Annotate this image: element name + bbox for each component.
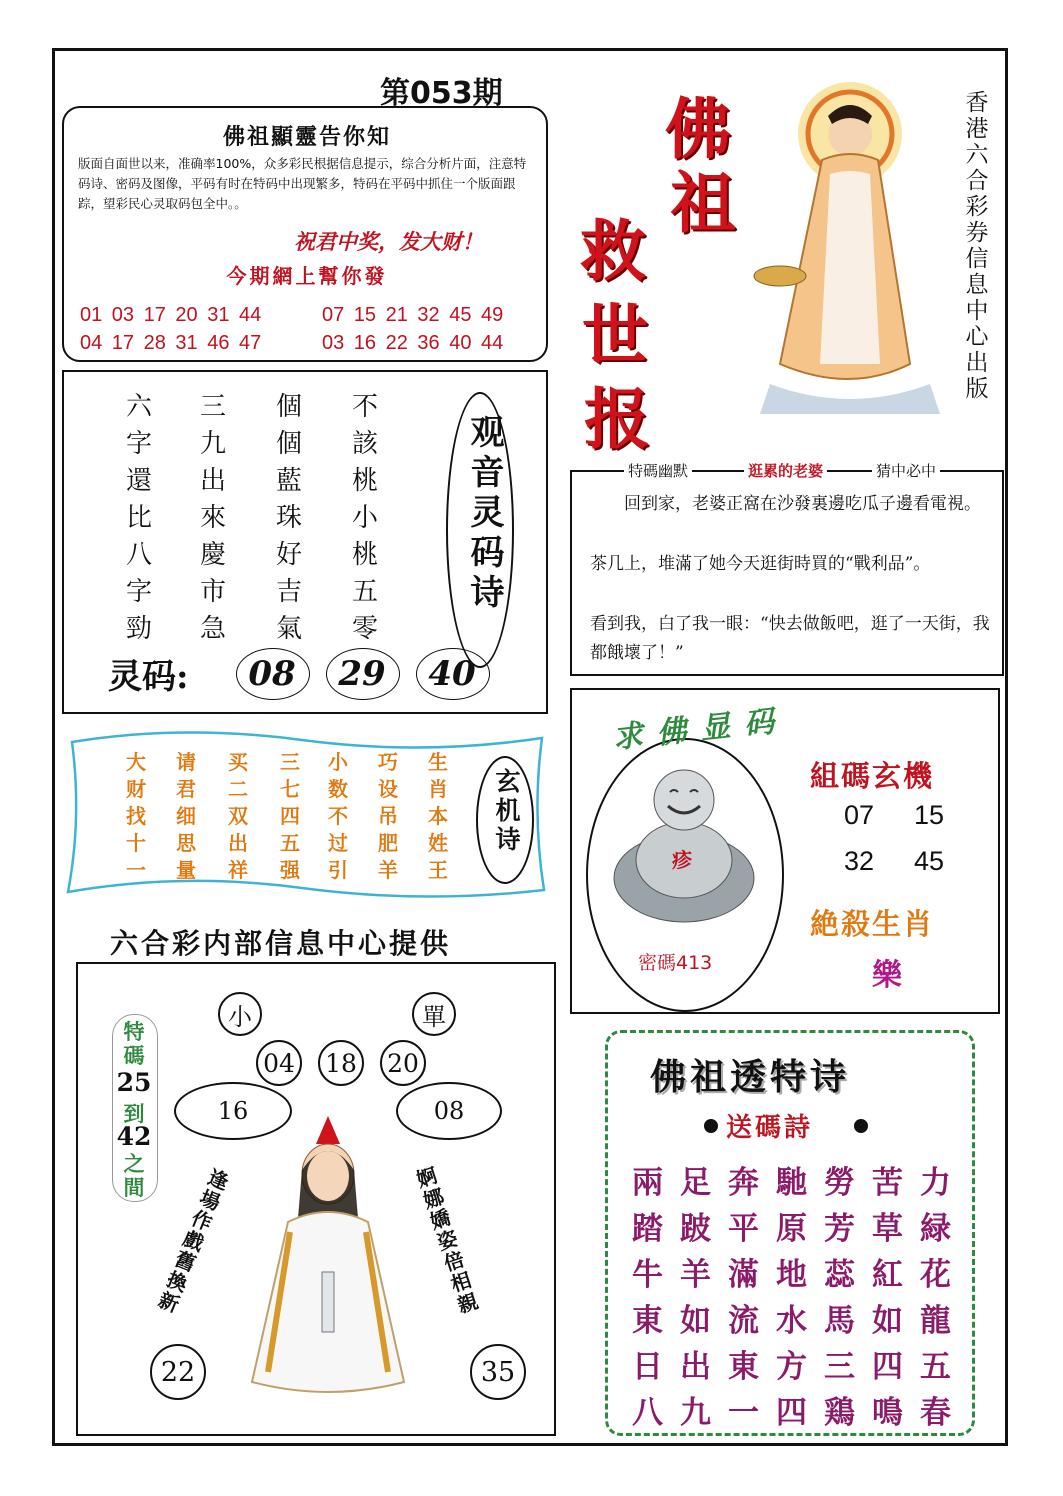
tema-from: 25 <box>116 1068 152 1097</box>
number-oval: 08 <box>396 1082 502 1140</box>
poem-char: 字 <box>126 429 153 459</box>
joke-box <box>570 462 1004 676</box>
joke-paragraph: 看到我，白了我一眼：“快去做飯吧，逛了一天街，我都餓壞了！” <box>590 614 990 663</box>
tete-poem-char: 地 <box>776 1257 807 1293</box>
buddha-arc-title: 求佛显码 <box>611 702 790 757</box>
lingma-number: 29 <box>338 654 386 694</box>
tete-poem-char: 如 <box>872 1303 903 1339</box>
xuanji-char: 过 <box>328 831 348 855</box>
bottom-number-circle: 35 <box>470 1344 526 1400</box>
tete-poem-char: 草 <box>872 1211 903 1247</box>
zuma-title: 組碼玄機 <box>810 759 935 793</box>
zuma-number: 45 <box>914 846 945 876</box>
number-row: 01 03 17 20 31 44 <box>80 304 262 326</box>
number-oval: 16 <box>174 1082 292 1140</box>
tete-poem-char: 花 <box>920 1257 951 1293</box>
tete-poem-char: 水 <box>776 1303 807 1339</box>
poem-char: 勁 <box>126 614 153 644</box>
xuanji-char: 一 <box>126 858 146 882</box>
guanyin-poem-box <box>62 370 548 714</box>
tete-poem-char: 東 <box>632 1303 663 1339</box>
xuanji-char: 思 <box>176 831 196 855</box>
guanyin-standing-illustration <box>740 64 950 424</box>
xuanji-char: 三 <box>280 750 300 774</box>
lingma-number: 40 <box>428 654 476 694</box>
joke-title: 逛累的老婆 <box>744 460 827 481</box>
poem-char: 小 <box>352 503 379 533</box>
tete-poem-char: 八 <box>632 1395 663 1431</box>
number-circle: 20 <box>380 1040 426 1086</box>
poem-char: 還 <box>126 466 153 496</box>
tete-poem-char: 方 <box>776 1349 807 1385</box>
tete-poem-char: 如 <box>680 1303 711 1339</box>
masthead-char: 报 <box>584 380 650 458</box>
tete-poem-char: 一 <box>728 1395 759 1431</box>
secret-code: 密碼413 <box>638 952 713 974</box>
xuanji-char: 大 <box>126 750 146 774</box>
xuanji-char: 细 <box>176 804 196 828</box>
poem-char: 桃 <box>352 540 379 570</box>
number-circle: 18 <box>318 1040 364 1086</box>
tema-label: 特碼 <box>123 1019 145 1068</box>
xuanji-char: 生 <box>428 750 448 774</box>
xuanji-char: 强 <box>280 858 300 882</box>
tete-poem-char: 五 <box>920 1349 951 1385</box>
zuma-number: 15 <box>914 800 945 830</box>
tete-poem-char: 三 <box>824 1349 855 1385</box>
tema-to: 42 <box>116 1122 152 1151</box>
poem-char: 藍 <box>276 466 303 496</box>
xuanji-char: 姓 <box>428 831 448 855</box>
xuanji-char: 引 <box>328 858 348 882</box>
tete-poem-char: 紅 <box>872 1257 903 1293</box>
jueshao-title: 絶殺生肖 <box>810 907 935 941</box>
xuanji-char: 本 <box>428 804 448 828</box>
xuanji-char: 羊 <box>378 858 398 882</box>
joke-right-tag: 猜中必中 <box>872 460 940 481</box>
xuanji-char: 出 <box>228 831 248 855</box>
notice-title: 佛祖顯靈告你知 <box>222 124 391 150</box>
jueshao-zodiac: 樂 <box>872 958 902 993</box>
left-verse: 逢場作戲舊換新 <box>152 1164 233 1317</box>
laughing-buddha-illustration <box>604 756 764 926</box>
guanyin-seated-box <box>76 962 556 1436</box>
xuanji-char: 七 <box>280 777 300 801</box>
buddha-box <box>570 688 1000 1014</box>
xuanji-char: 五 <box>280 831 300 855</box>
parity-circle: 單 <box>412 992 456 1036</box>
right-verse: 婀娜嬌姿倍相親 <box>410 1164 482 1319</box>
tete-poem-char: 跛 <box>680 1211 711 1247</box>
poem-char: 該 <box>352 429 379 459</box>
xuanji-char: 买 <box>228 750 248 774</box>
tete-poem-char: 日 <box>632 1349 663 1385</box>
joke-paragraph: 回到家，老婆正窩在沙發裏邊吃瓜子邊看電視。 <box>624 494 981 514</box>
tete-poem-char: 緑 <box>920 1211 951 1247</box>
poem-char: 吉 <box>276 577 303 607</box>
tete-poem-char: 羊 <box>680 1257 711 1293</box>
tete-poem-char: 奔 <box>728 1165 759 1201</box>
xuanji-char: 祥 <box>228 858 248 882</box>
xuanji-char: 肥 <box>378 831 398 855</box>
tete-poem-char: 馬 <box>824 1303 855 1339</box>
poem-char: 零 <box>352 614 379 644</box>
tete-poem-char: 勞 <box>824 1165 855 1201</box>
tete-poem-char: 滿 <box>728 1257 759 1293</box>
tete-poem-title: 佛祖透特诗 <box>650 1056 851 1098</box>
poem-char: 字 <box>126 577 153 607</box>
tete-poem-char: 苦 <box>872 1165 903 1201</box>
poem-char: 氣 <box>276 614 303 644</box>
tete-poem-char: 四 <box>776 1395 807 1431</box>
tete-poem-char: 出 <box>680 1349 711 1385</box>
tete-poem-char: 足 <box>680 1165 711 1201</box>
xuanji-char: 不 <box>328 804 348 828</box>
poem-char: 桃 <box>352 466 379 496</box>
provider-text: 六合彩内部信息中心提供 <box>110 927 452 960</box>
bottom-number-circle: 22 <box>150 1344 206 1400</box>
number-circle: 04 <box>256 1040 302 1086</box>
masthead-char: 祖 <box>670 164 736 242</box>
guanyin-seated-illustration <box>228 1102 428 1402</box>
xuanji-char: 双 <box>228 804 248 828</box>
tete-poem-char: 芳 <box>824 1211 855 1247</box>
tete-poem-char: 牛 <box>632 1257 663 1293</box>
masthead-char: 救 <box>580 212 646 290</box>
poem-char: 出 <box>200 466 227 496</box>
xuanji-char: 吊 <box>378 804 398 828</box>
xuanji-char: 小 <box>328 750 348 774</box>
tete-poem-char: 踏 <box>632 1211 663 1247</box>
poem-char: 好 <box>276 540 303 570</box>
bullet-dot <box>704 1119 718 1133</box>
lingma-label: 灵码: <box>108 657 189 697</box>
tete-poem-char: 流 <box>728 1303 759 1339</box>
xuanji-char: 财 <box>126 777 146 801</box>
buddha-seal: 疹 <box>672 848 692 872</box>
lingma-number: 08 <box>248 654 296 694</box>
poem-char: 急 <box>200 614 227 644</box>
xuanji-char: 巧 <box>378 750 398 774</box>
tete-poem-char: 力 <box>920 1165 951 1201</box>
xuanji-char: 请 <box>176 750 196 774</box>
notice-box <box>62 106 548 362</box>
poem-char: 比 <box>126 503 153 533</box>
tete-poem-char: 馳 <box>776 1165 807 1201</box>
tete-poem-char: 原 <box>776 1211 807 1247</box>
number-row: 03 16 22 36 40 44 <box>322 332 504 354</box>
size-circle: 小 <box>218 992 262 1036</box>
poem-char: 個 <box>276 429 303 459</box>
zuma-number: 07 <box>844 800 875 830</box>
xuanji-char: 肖 <box>428 777 448 801</box>
poem-char: 慶 <box>200 540 227 570</box>
net-title: 今期網上幫你發 <box>226 264 388 288</box>
xuanji-char: 四 <box>280 804 300 828</box>
tete-poem-box <box>605 1030 975 1436</box>
xuanji-char: 君 <box>176 777 196 801</box>
poem-char: 六 <box>126 392 153 422</box>
tete-poem-char: 東 <box>728 1349 759 1385</box>
xuanji-char: 数 <box>328 777 348 801</box>
publisher-text: 香港六合彩券信息中心出版 <box>965 90 989 402</box>
tete-poem-char: 鶏 <box>824 1395 855 1431</box>
poem-char: 九 <box>200 429 227 459</box>
poem-char: 不 <box>352 392 379 422</box>
poem-oval-label: 观音灵码诗 <box>464 414 504 614</box>
xuanji-poem-box <box>62 728 548 900</box>
tete-poem-char: 蕊 <box>824 1257 855 1293</box>
tete-poem-subtitle: 送碼詩 <box>726 1113 814 1143</box>
masthead-char: 世 <box>582 296 648 374</box>
tema-label: 之間 <box>123 1151 145 1200</box>
tete-poem-char: 四 <box>872 1349 903 1385</box>
zuma-number: 32 <box>844 846 875 876</box>
tete-poem-char: 鳴 <box>872 1395 903 1431</box>
tete-poem-char: 九 <box>680 1395 711 1431</box>
poem-char: 三 <box>200 392 227 422</box>
xuanji-char: 二 <box>228 777 248 801</box>
number-row: 04 17 28 31 46 47 <box>80 332 262 354</box>
tete-poem-char: 春 <box>920 1395 951 1431</box>
xuanji-char: 王 <box>428 858 448 882</box>
number-row: 07 15 21 32 45 49 <box>322 304 504 326</box>
issue-number: 第053期 <box>380 76 503 111</box>
poem-char: 珠 <box>276 503 303 533</box>
xuanji-char: 找 <box>126 804 146 828</box>
joke-left-tag: 特碼幽默 <box>624 460 692 481</box>
poem-char: 市 <box>200 577 227 607</box>
notice-body: 版面自面世以来，准确率100%，众多彩民根据信息提示，综合分析片面，注意特码诗、密码及图像，平码有时在特码中出现繁多，特码在平码中抓住一个版面跟踪，望彩民心灵取码包全中。。 <box>78 156 527 211</box>
wish-text: 祝君中奖，发大财！ <box>294 229 483 254</box>
poem-char: 八 <box>126 540 153 570</box>
xuanji-char: 十 <box>126 831 146 855</box>
xuanji-char: 设 <box>378 777 398 801</box>
poem-char: 五 <box>352 577 379 607</box>
masthead-char: 佛 <box>665 90 731 168</box>
xuanji-char: 量 <box>176 858 196 882</box>
poem-char: 個 <box>276 392 303 422</box>
tema-to-label: 到 <box>123 1101 145 1126</box>
poem-char: 來 <box>200 503 227 533</box>
tete-poem-char: 兩 <box>632 1165 663 1201</box>
tete-poem-char: 平 <box>728 1211 759 1247</box>
joke-paragraph: 茶几上，堆滿了她今天逛街時買的“戰利品”。 <box>590 554 931 574</box>
xuanji-label: 玄机诗 <box>492 768 521 855</box>
bullet-dot <box>854 1119 868 1133</box>
tete-poem-char: 龍 <box>920 1303 951 1339</box>
